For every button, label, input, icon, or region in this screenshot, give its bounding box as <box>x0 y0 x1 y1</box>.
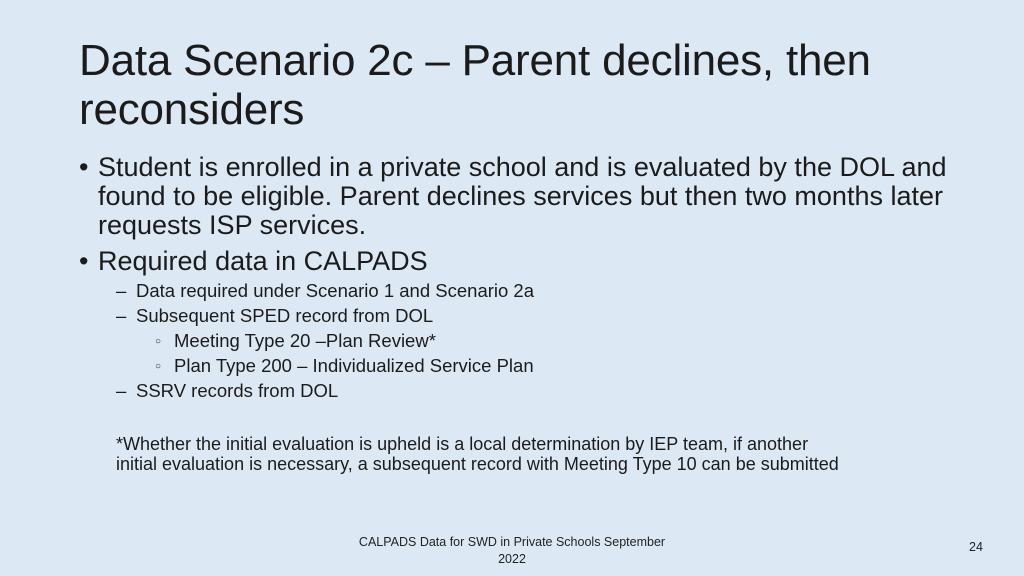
circle-marker-icon: ○ <box>155 336 162 347</box>
slide-body <box>79 153 959 403</box>
bullet-text: Student is enrolled in a private school and is evaluated by the DOL and found to be eligible. Parent declines services but then two months later requests ISP services. <box>98 152 947 240</box>
bullet-marker: • <box>79 152 89 182</box>
bullet-text: Required data in CALPADS <box>98 246 428 276</box>
sub-sub-bullet-item <box>79 353 959 378</box>
dash-marker: – <box>116 280 127 301</box>
bullet-item <box>79 247 959 276</box>
sub-sub-bullet-text: Meeting Type 20 –Plan Review* <box>174 330 436 351</box>
sub-bullet-item <box>79 378 959 403</box>
slide-title: Data Scenario 2c – Parent declines, then reconsiders <box>79 36 871 134</box>
sub-bullet-item <box>79 278 959 303</box>
footer-line: 2022 <box>498 552 526 566</box>
footnote-line: initial evaluation is necessary, a subsequent record with Meeting Type 10 can be submitted <box>116 454 839 474</box>
bullet-marker: • <box>79 246 89 276</box>
sub-sub-bullet-text: Plan Type 200 – Individualized Service Plan <box>174 355 534 376</box>
sub-bullet-text: SSRV records from DOL <box>136 380 339 401</box>
page-number: 24 <box>969 540 983 554</box>
sub-bullet-text: Subsequent SPED record from DOL <box>136 305 434 326</box>
dash-marker: – <box>116 380 127 401</box>
footer-line: CALPADS Data for SWD in Private Schools September <box>358 535 666 549</box>
sub-bullet-item <box>79 303 959 328</box>
sub-sub-bullet-item <box>79 328 959 353</box>
footnote <box>116 434 976 474</box>
dash-marker: – <box>116 305 127 326</box>
circle-marker-icon: ○ <box>155 361 162 372</box>
footnote-line: *Whether the initial evaluation is upheld is a local determination by IEP team, if another <box>116 434 809 454</box>
sub-bullet-text: Data required under Scenario 1 and Scenario 2a <box>136 280 535 301</box>
footer-caption <box>340 534 684 568</box>
bullet-item <box>79 153 959 240</box>
